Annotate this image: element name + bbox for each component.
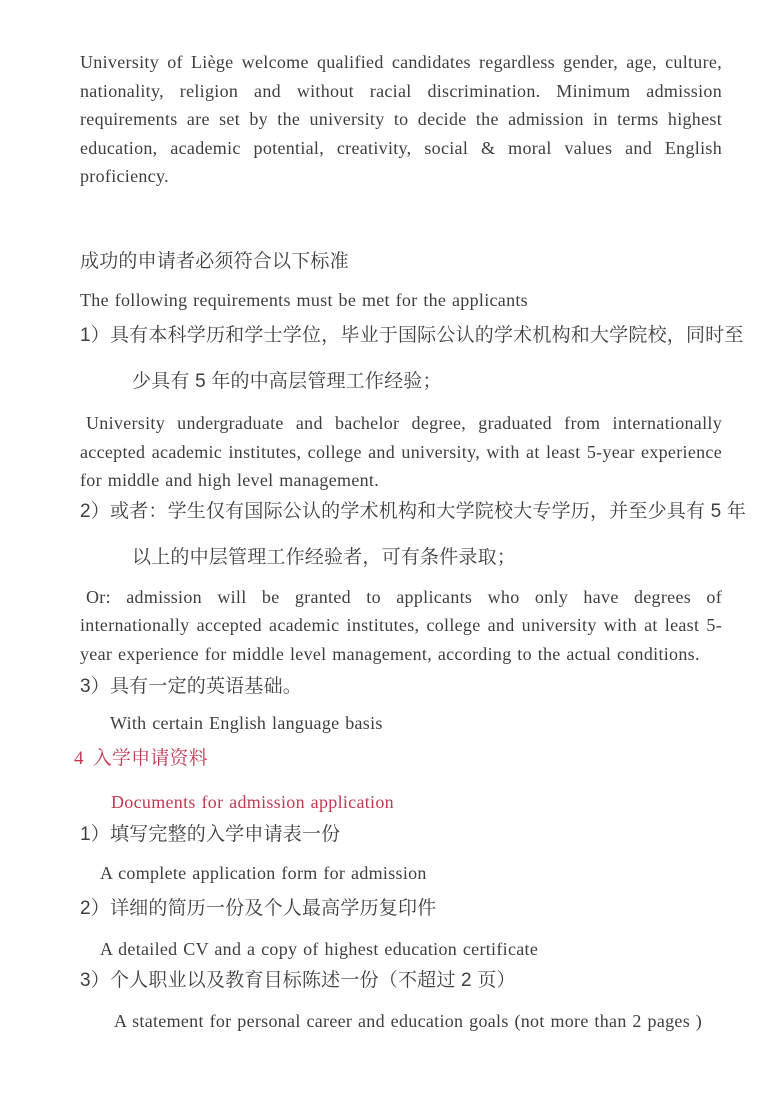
section-4-heading bbox=[74, 744, 722, 774]
requirement-1-zh-line-1: 1）具有本科学历和学士学位，毕业于国际公认的学术机构和大学院校，同时至 bbox=[80, 325, 744, 346]
requirement-2-zh-line-2: 以上的中层管理工作经验者，可有条件录取； bbox=[132, 546, 517, 568]
requirement-3-zh: 3）具有一定的英语基础。 bbox=[80, 676, 302, 697]
document-3-zh: 3）个人职业以及教育目标陈述一份（不超过 2 页） bbox=[80, 970, 516, 991]
section-4-title-zh: 入学申请资料 bbox=[92, 747, 208, 769]
intro-paragraph: University of Liège welcome qualified candidates regardless gender, age, culture, nationality, religion and without racial discrimination. Minimum admission requirements are set by the university to decide the admission in terms highest education, academic potential, creativity, social & moral values and English proficiency. bbox=[80, 52, 722, 186]
document-2-en: A detailed CV and a copy of highest education certificate bbox=[100, 938, 539, 959]
requirement-1-zh-line-2: 少具有 5 年的中高层管理工作经验； bbox=[132, 371, 442, 392]
criteria-intro-en: The following requirements must be met for the applicants bbox=[80, 289, 528, 310]
section-4-number: 4 bbox=[74, 747, 84, 769]
document-2-zh: 2）详细的简历一份及个人最高学历复印件 bbox=[80, 897, 437, 919]
criteria-heading-zh: 成功的申请者必须符合以下标准 bbox=[80, 250, 349, 272]
requirement-2-en: Or: admission will be granted to applicants who only have degrees of internationally accepted academic institutes, college and university with at least 5-year experience for middle level management, according to the actual conditions. bbox=[80, 586, 722, 664]
requirement-3-en: With certain English language basis bbox=[110, 713, 383, 733]
requirement-1-en: University undergraduate and bachelor degree, graduated from internationally accepted academic institutes, college and university, with at least 5-year experience for middle and high level management. bbox=[80, 413, 722, 490]
document-1-en: A complete application form for admission bbox=[100, 863, 427, 883]
document-3-en: A statement for personal career and education goals (not more than 2 pages ) bbox=[114, 1011, 703, 1031]
section-4-subtitle-en: Documents for admission application bbox=[111, 791, 394, 812]
requirement-2-zh-line-1: 2）或者：学生仅有国际公认的学术机构和大学院校大专学历，并至少具有 5 年 bbox=[80, 500, 747, 522]
document-1-zh: 1）填写完整的入学申请表一份 bbox=[80, 824, 341, 845]
